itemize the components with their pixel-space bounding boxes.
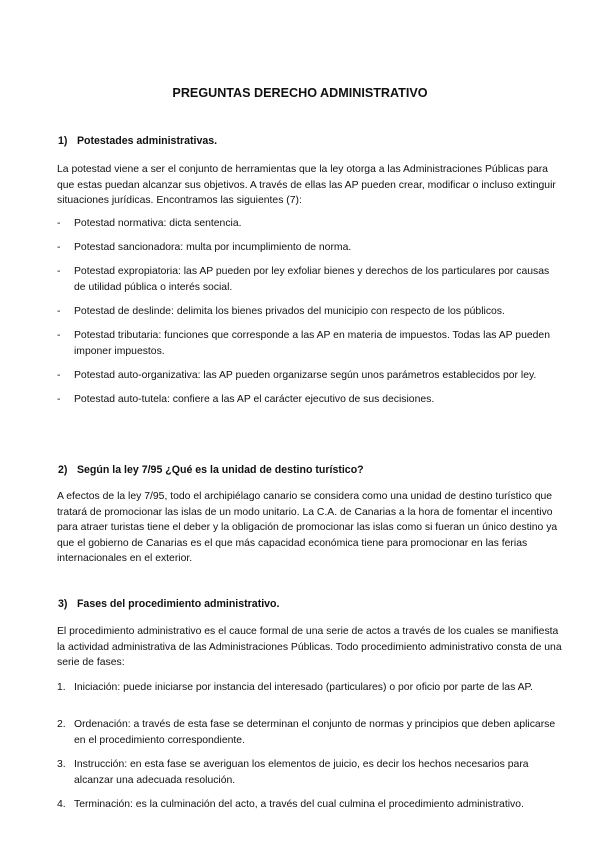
section-2-heading: [58, 464, 364, 476]
section-1-paragraph: La potestad viene a ser el conjunto de herramientas que la ley otorga a las Administraciones Públicas para que estas puedan alcanzar sus objetivos. A través de ellas las AP pueden crear, modificar o incluso extinguir situaciones jurídicas. Encontramos las siguientes (7):: [57, 164, 556, 207]
section-3-heading: [58, 598, 279, 610]
bullet-dash: -: [57, 242, 61, 253]
section-number: 3): [58, 598, 68, 610]
section-title: Según la ley 7/95 ¿Qué es la unidad de destino turístico?: [76, 464, 364, 476]
list-item: 1. Iniciación: puede iniciarse por instancia del interesado (particulares) o por oficio por parte de las AP.: [57, 682, 533, 693]
list-item: - Potestad auto-tutela: confiere a las AP el carácter ejecutivo de sus decisiones.: [57, 392, 562, 408]
section-title: Potestades administrativas.: [76, 135, 218, 147]
list-item: - Potestad de deslinde: delimita los bienes privados del municipio con respecto de los públicos.: [57, 304, 562, 320]
list-item: 4. Terminación: es la culminación del acto, a través del cual culmina el procedimiento administrativo.: [57, 799, 524, 810]
bullet-dash: -: [57, 370, 61, 381]
section-3-paragraph: El procedimiento administrativo es el cauce formal de una serie de actos a través de los cuales se manifiesta la actividad administrativa de las Administraciones Públicas. Todo procedimiento administrativo consta de una serie de fases:: [57, 626, 562, 669]
list-item: - Potestad sancionadora: multa por incumplimiento de norma.: [57, 240, 562, 256]
section-1-heading: [58, 135, 217, 147]
list-item: - Potestad normativa: dicta sentencia.: [57, 216, 562, 232]
bullet-dash: -: [57, 394, 61, 405]
list-item: - Potestad tributaria: funciones que corresponde a las AP en materia de impuestos. Todas las AP pueden imponer impuestos.: [57, 330, 550, 358]
section-number: 1): [58, 135, 68, 147]
bullet-dash: -: [57, 218, 61, 229]
bullet-dash: -: [57, 330, 61, 341]
section-title: Fases del procedimiento administrativo.: [76, 598, 280, 610]
page-title: PREGUNTAS DERECHO ADMINISTRATIVO: [172, 86, 428, 100]
list-item: - Potestad auto-organizativa: las AP pueden organizarse según unos parámetros establecidos por ley.: [57, 368, 562, 384]
bullet-dash: -: [57, 266, 61, 277]
list-item: 2. Ordenación: a través de esta fase se determinan el conjunto de normas y principios que deben aplicarse en el procedimiento correspondiente.: [57, 719, 556, 747]
bullet-dash: -: [57, 306, 61, 317]
list-item: - Potestad expropiatoria: las AP pueden por ley exfoliar bienes y derechos de los particulares por causas de utilidad pública o interés social.: [57, 266, 550, 294]
section-2-paragraph: A efectos de la ley 7/95, todo el archipiélago canario se considera como una unidad de destino turístico que tratará de promocionar las islas de un modo unitario. La C.A. de Canarias a la hora de fomentar el incentivo para atraer turistas tiene el deber y la obligación de promocionar las islas como si fueran un único destino ya que el gobierno de Canarias es el que más capacidad económica tiene para promocionar en las ferias internacionales en el exterior.: [57, 491, 558, 565]
section-number: 2): [58, 464, 68, 476]
list-item: 3. Instrucción: en esta fase se averiguan los elementos de juicio, es decir los hechos necesarios para alcanzar una adecuada resolución.: [57, 759, 529, 787]
